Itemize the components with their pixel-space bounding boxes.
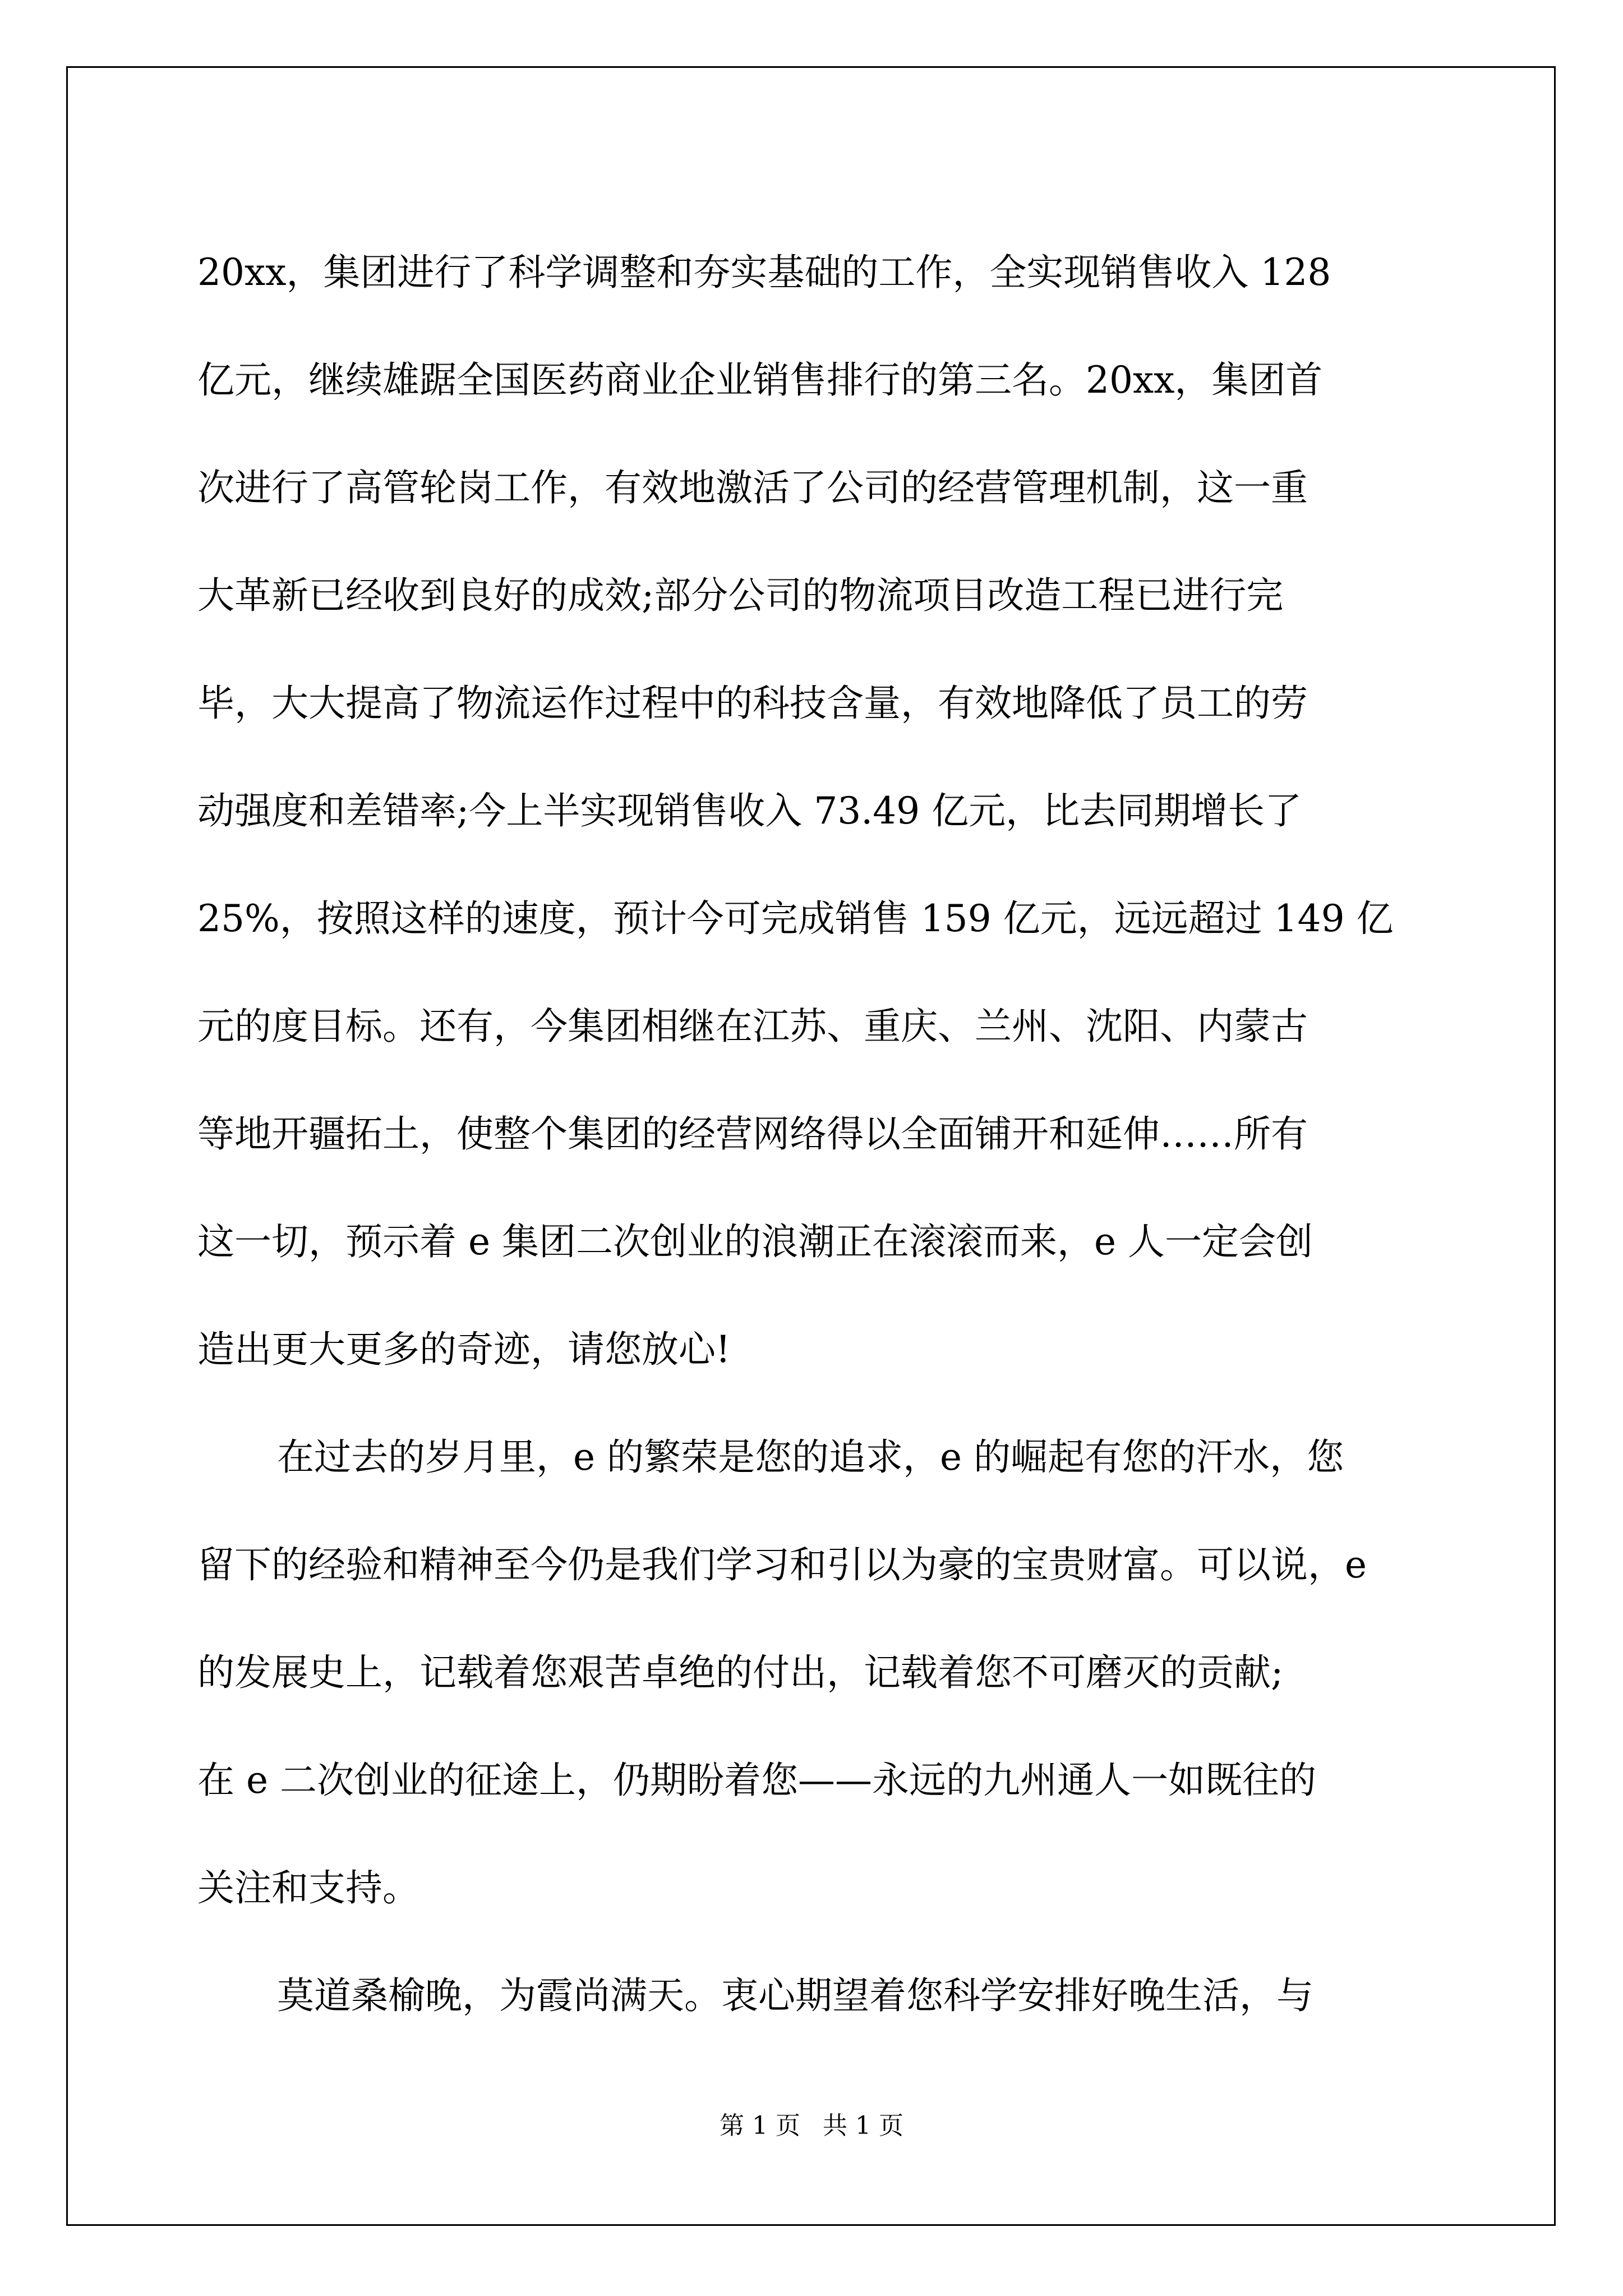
text-line: 次进行了高管轮岗工作，有效地激活了公司的经营管理机制，这一重	[197, 466, 1308, 509]
total-pages: 共 1 页	[823, 2111, 903, 2140]
text-line: 25%，按照这样的速度，预计今可完成销售 159 亿元，远远超过 149 亿	[197, 897, 1394, 940]
page-footer	[0, 2109, 1623, 2143]
text-line: 大革新已经收到良好的成效;部分公司的物流项目改造工程已进行完	[197, 574, 1284, 617]
text-line: 这一切，预示着 e 集团二次创业的浪潮正在滚滚而来，e 人一定会创	[197, 1220, 1313, 1263]
text-line: 的发展史上，记载着您艰苦卓绝的付出，记载着您不可磨灭的贡献;	[197, 1651, 1284, 1694]
text-line: 亿元，继续雄踞全国医药商业企业销售排行的第三名。20xx，集团首	[197, 358, 1323, 402]
text-line: 留下的经验和精神至今仍是我们学习和引以为豪的宝贵财富。可以说，e	[197, 1543, 1367, 1586]
text-line: 在 e 二次创业的征途上，仍期盼着您——永远的九州通人一如既往的	[197, 1759, 1317, 1802]
page-number: 第 1 页	[720, 2111, 800, 2140]
paragraph-start-line: 莫道桑榆晚，为霞尚满天。衷心期望着您科学安排好晚生活，与	[277, 1974, 1313, 2017]
document-body	[197, 219, 1431, 2050]
text-line: 元的度目标。还有，今集团相继在江苏、重庆、兰州、沈阳、内蒙古	[197, 1005, 1308, 1048]
text-line: 等地开疆拓土，使整个集团的经营网络得以全面铺开和延伸……所有	[197, 1112, 1308, 1156]
text-line: 毕，大大提高了物流运作过程中的科技含量，有效地降低了员工的劳	[197, 682, 1308, 725]
text-line: 动强度和差错率;今上半实现销售收入 73.49 亿元，比去同期增长了	[197, 789, 1302, 832]
text-line: 20xx，集团进行了科学调整和夯实基础的工作，全实现销售收入 128	[197, 251, 1331, 294]
paragraph-start-line: 在过去的岁月里，e 的繁荣是您的追求，e 的崛起有您的汗水，您	[277, 1435, 1344, 1479]
text-line: 造出更大更多的奇迹，请您放心!	[197, 1328, 731, 1371]
text-line: 关注和支持。	[197, 1866, 419, 1910]
